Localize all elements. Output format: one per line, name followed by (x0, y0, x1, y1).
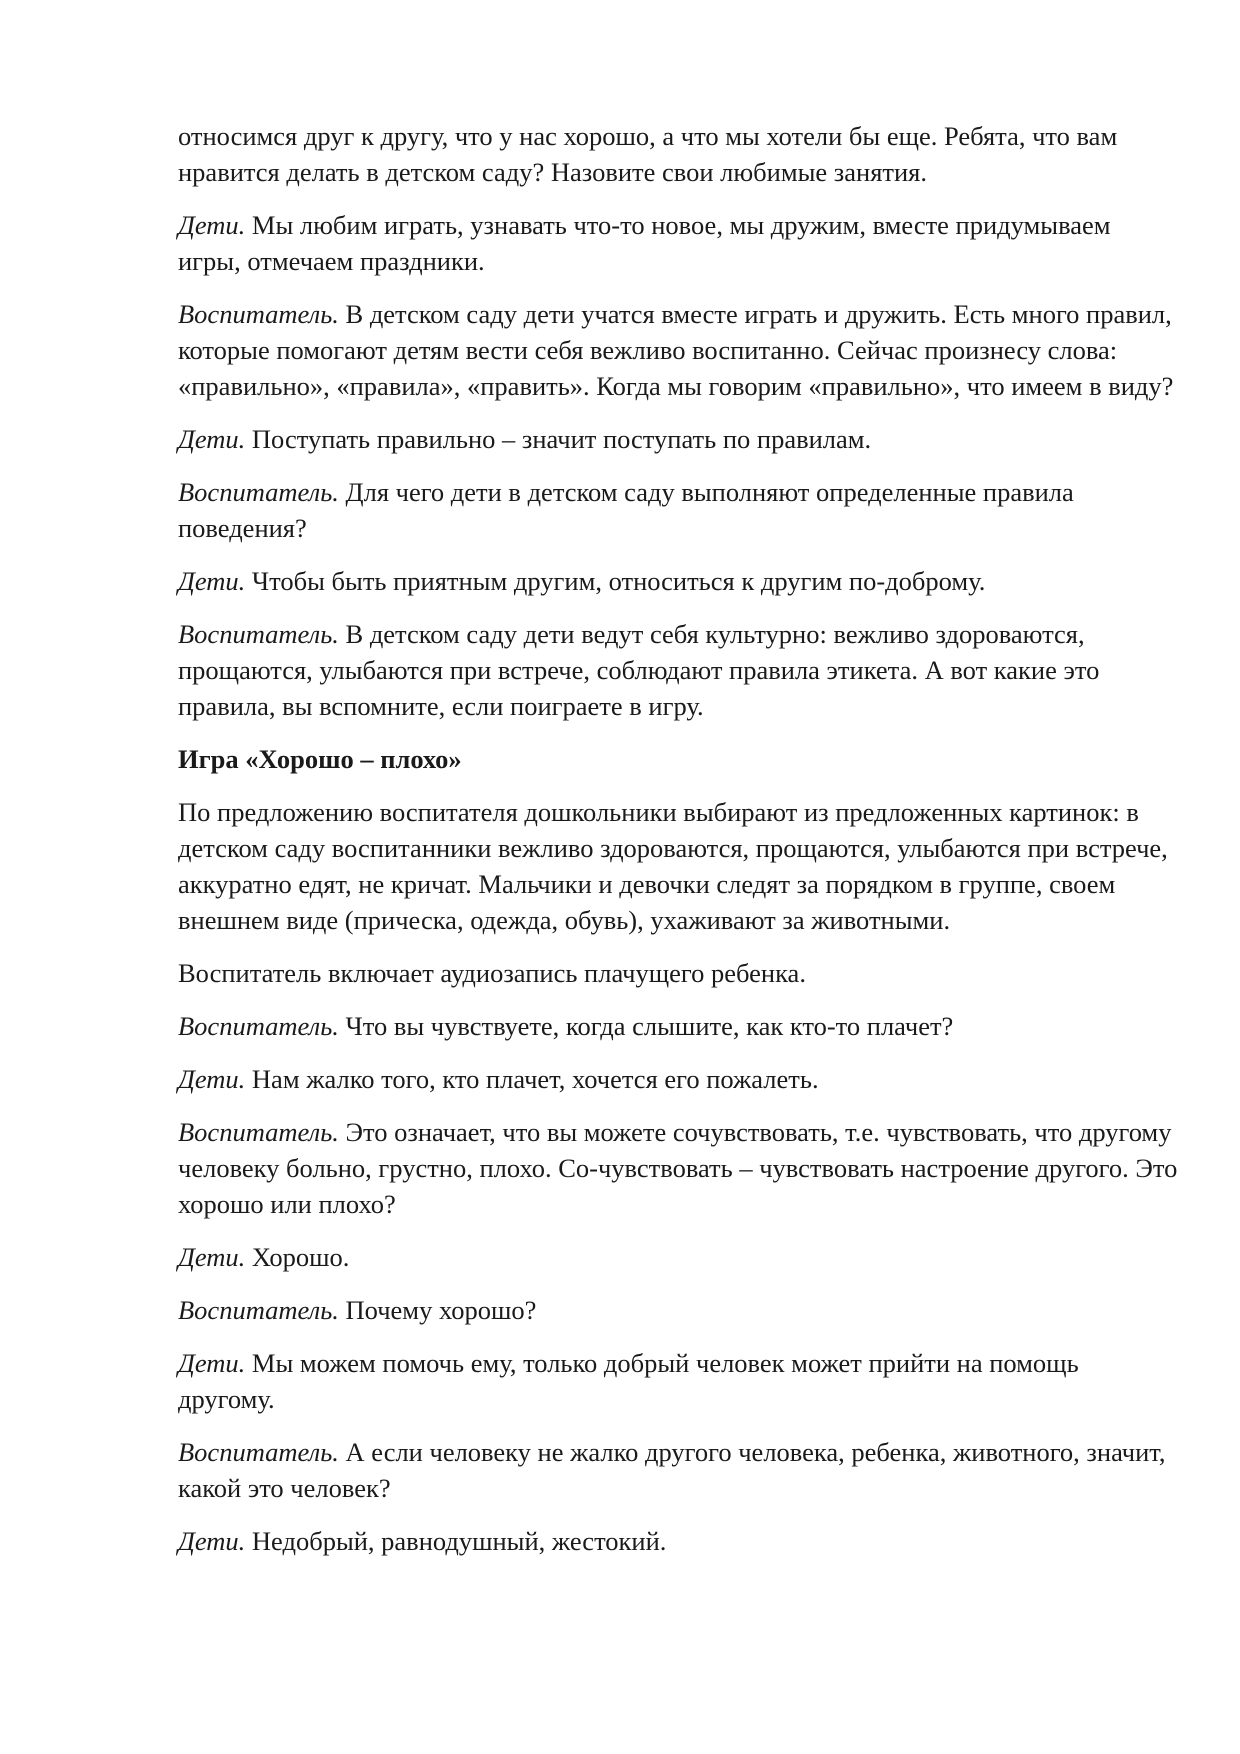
dialogue-text: Мы можем помочь ему, только добрый человек может прийти на помощь другому. (178, 1348, 1079, 1414)
dialogue-line (178, 1008, 1178, 1044)
paragraph: По предложению воспитателя дошкольники выбирают из предложенных картинок: в детском саду воспитанники вежливо здороваются, прощаются, улыбаются при встрече, аккуратно едят, не кричат. Мальчики и девочки следят за порядком в группе, своем внешнем виде (прическа, одежда, обувь), ухаживают за животными. (178, 797, 1168, 935)
dialogue-text: А если человеку не жалко другого человека, ребенка, животного, значит, какой это человек? (178, 1437, 1166, 1503)
section-heading: Игра «Хорошо – плохо» (178, 744, 462, 774)
speaker-label: Дети. (178, 566, 246, 596)
dialogue-text: В детском саду дети ведут себя культурно: вежливо здороваются, прощаются, улыбаются при встрече, соблюдают правила этикета. А вот какие это правила, вы вспомните, если поиграете в игру. (178, 619, 1100, 721)
dialogue-text: Для чего дети в детском саду выполняют определенные правила поведения? (178, 477, 1074, 543)
speaker-label: Воспитатель. (178, 619, 339, 649)
dialogue-line (178, 421, 1178, 457)
dialogue-line (178, 474, 1178, 546)
speaker-label: Дети. (178, 210, 246, 240)
dialogue-text: Чтобы быть приятным другим, относиться к другим по-доброму. (245, 566, 986, 596)
dialogue-text: Это означает, что вы можете сочувствовать, т.е. чувствовать, что другому человеку больно, грустно, плохо. Со-чувствовать – чувствовать настроение другого. Это хорошо или плохо? (178, 1117, 1178, 1219)
dialogue-text: Мы любим играть, узнавать что-то новое, мы дружим, вместе придумываем игры, отмечаем праздники. (178, 210, 1111, 276)
dialogue-text: Нам жалко того, кто плачет, хочется его пожалеть. (245, 1064, 819, 1094)
dialogue-line (178, 1061, 1178, 1097)
speaker-label: Дети. (178, 1348, 246, 1378)
speaker-label: Воспитатель. (178, 299, 339, 329)
dialogue-text: В детском саду дети учатся вместе играть и дружить. Есть много правил, которые помогают детям вести себя вежливо воспитанно. Сейчас произнесу слова: «правильно», «правила», «править». Когда мы говорим «правильно», что имеем в виду? (178, 299, 1174, 401)
speaker-label: Воспитатель. (178, 1437, 339, 1467)
speaker-label: Воспитатель. (178, 1011, 339, 1041)
dialogue-text: Недобрый, равнодушный, жестокий. (245, 1526, 667, 1556)
dialogue-line (178, 207, 1178, 279)
document-page (178, 118, 1178, 1576)
speaker-label: Воспитатель. (178, 1295, 339, 1325)
dialogue-line (178, 1239, 1178, 1275)
dialogue-line (178, 616, 1178, 724)
dialogue-line (178, 1345, 1178, 1417)
dialogue-line (178, 1523, 1178, 1559)
dialogue-text: Что вы чувствуете, когда слышите, как кто-то плачет? (338, 1011, 954, 1041)
paragraph: Воспитатель включает аудиозапись плачущего ребенка. (178, 958, 806, 988)
paragraph: относимся друг к другу, что у нас хорошо, а что мы хотели бы еще. Ребята, что вам нравится делать в детском саду? Назовите свои любимые занятия. (178, 121, 1118, 187)
dialogue-line (178, 1434, 1178, 1506)
speaker-label: Дети. (178, 1526, 246, 1556)
dialogue-line (178, 296, 1178, 404)
dialogue-text: Поступать правильно – значит поступать по правилам. (245, 424, 872, 454)
speaker-label: Дети. (178, 1064, 246, 1094)
speaker-label: Дети. (178, 1242, 246, 1272)
dialogue-line (178, 1114, 1178, 1222)
dialogue-line (178, 1292, 1178, 1328)
speaker-label: Дети. (178, 424, 246, 454)
speaker-label: Воспитатель. (178, 477, 339, 507)
dialogue-text: Хорошо. (245, 1242, 350, 1272)
speaker-label: Воспитатель. (178, 1117, 339, 1147)
dialogue-text: Почему хорошо? (338, 1295, 537, 1325)
dialogue-line (178, 563, 1178, 599)
